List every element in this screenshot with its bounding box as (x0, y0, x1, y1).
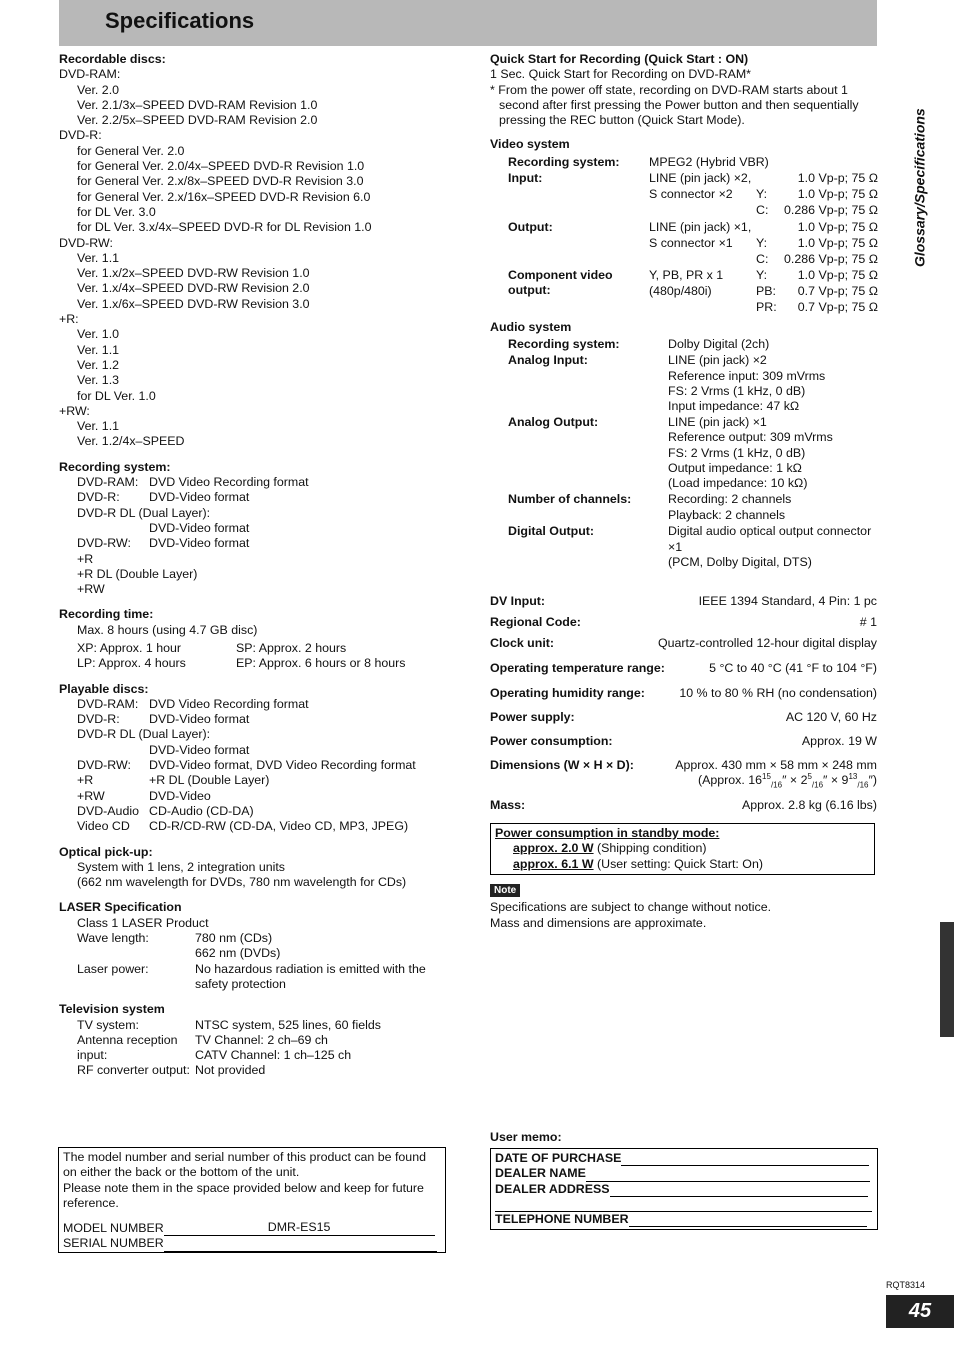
doc-code: RQT8314 (886, 1280, 926, 1290)
page-title: Specifications (105, 8, 255, 33)
playable-value: DVD-Video (149, 788, 211, 803)
video-level: 0.7 Vp-p; 75 Ω (797, 299, 878, 314)
optical-heading: Optical pick-up: (59, 844, 153, 859)
optical-line: (662 nm wavelength for DVDs, 780 nm wavelength for CDs) (77, 875, 407, 890)
laser-label: Wave length: (77, 931, 149, 946)
recordable-item: for General Ver. 2.x/8x–SPEED DVD-R Revision 3.0 (77, 174, 364, 189)
video-channel: C: (756, 202, 769, 217)
laser-value: safety protection (195, 976, 286, 991)
qs-line: pressing the REC button (Quick Start Mode). (499, 113, 745, 128)
playable-value: DVD-Video format (149, 742, 250, 757)
video-value: LINE (pin jack) ×2, (649, 170, 752, 185)
dealer-address-field-line2[interactable] (495, 1198, 872, 1212)
serial-number-label: SERIAL NUMBER (63, 1236, 164, 1251)
rec-time-max: Max. 8 hours (using 4.7 GB disc) (77, 622, 258, 637)
recordable-item: Ver. 2.1/3x–SPEED DVD-RAM Revision 1.0 (77, 97, 318, 112)
spec-label: Power supply: (490, 710, 575, 724)
laser-value: No hazardous radiation is emitted with the (195, 961, 426, 976)
spec-value: Approx. 19 W (801, 734, 877, 748)
audio-value: Reference input: 309 mVrms (668, 369, 826, 384)
memo-label: DEALER ADDRESS (495, 1181, 610, 1196)
header-bar (59, 0, 877, 46)
rec-time-block (59, 623, 459, 672)
playable-label: +RW (77, 788, 105, 803)
playable-value: DVD-Video format, DVD Video Recording format (149, 758, 416, 773)
qs-line: * From the power off state, recording on DVD-RAM starts about 1 (490, 82, 848, 97)
video-value: LINE (pin jack) ×1, (649, 219, 752, 234)
serial-number-field[interactable] (164, 1238, 437, 1252)
standby-heading: Power consumption in standby mode: (495, 826, 720, 840)
video-value: MPEG2 (Hybrid VBR) (649, 154, 769, 169)
spec-value: AC 120 V, 60 Hz (785, 710, 877, 724)
recordable-item: Ver. 1.1 (77, 342, 120, 357)
spec-label: Dimensions (W × H × D): (490, 758, 634, 772)
tv-label: Antenna reception (77, 1032, 178, 1047)
qs-line: 1 Sec. Quick Start for Recording on DVD-RAM* (490, 67, 751, 82)
rec-time-mode: XP: Approx. 1 hour (77, 640, 182, 655)
spec-label: Clock unit: (490, 636, 555, 650)
model-box-text: on either the back or the bottom of the unit. (63, 1165, 300, 1180)
recordable-list (59, 67, 459, 449)
video-level: 1.0 Vp-p; 75 Ω (797, 170, 878, 185)
audio-value: ×1 (668, 540, 683, 555)
user-memo-box (490, 1148, 878, 1230)
recordable-item: for DL Ver. 1.0 (77, 388, 156, 403)
rec-system-value: DVD Video Recording format (149, 475, 309, 490)
tv-value: Not provided (195, 1063, 266, 1078)
standby-box (490, 823, 875, 875)
dealer-name-field[interactable] (586, 1168, 870, 1182)
rec-system-label: DVD-RAM: (77, 475, 139, 490)
audio-value: LINE (pin jack) ×2 (668, 353, 767, 368)
audio-label: Number of channels: (508, 492, 632, 507)
audio-value: Recording: 2 channels (668, 492, 792, 507)
spec-label: Mass: (490, 798, 526, 813)
video-level: 0.286 Vp-p; 75 Ω (784, 202, 878, 217)
audio-label: Analog Input: (508, 353, 588, 368)
note-block (490, 882, 878, 931)
rec-system-value: DVD-Video format (149, 520, 250, 535)
spec-value: # 1 (859, 615, 877, 629)
rec-time-mode: LP: Approx. 4 hours (77, 656, 186, 671)
playable-value: CD-Audio (CD-DA) (149, 803, 254, 818)
spec-value: 10 % to 80 % RH (no condensation) (679, 686, 877, 700)
rec-system-label: +RW (77, 582, 105, 597)
recordable-item: Ver. 1.x/4x–SPEED DVD-RW Revision 2.0 (77, 281, 310, 296)
tv-value: TV Channel: 2 ch–69 ch (195, 1032, 328, 1047)
video-level: 0.286 Vp-p; 75 Ω (784, 251, 878, 266)
rec-time-heading: Recording time: (59, 607, 154, 622)
video-level: 0.7 Vp-p; 75 Ω (797, 283, 878, 298)
recordable-item: Ver. 2.2/5x–SPEED DVD-RAM Revision 2.0 (77, 113, 318, 128)
recordable-item: Ver. 1.0 (77, 327, 120, 342)
audio-value: Reference output: 309 mVrms (668, 430, 833, 445)
audio-value: (PCM, Dolby Digital, DTS) (668, 555, 812, 570)
laser-heading: LASER Specification (59, 900, 182, 915)
right-column (490, 52, 878, 577)
video-label: output: (508, 282, 551, 297)
spec-label: Operating temperature range: (490, 661, 665, 675)
spec-value: Approx. 430 mm × 58 mm × 248 mm (675, 758, 877, 772)
recordable-item: Ver. 1.1 (77, 419, 120, 434)
video-label: Recording system: (508, 154, 620, 169)
tv-value: CATV Channel: 1 ch–125 ch (195, 1048, 352, 1063)
video-channel: PR: (756, 299, 777, 314)
video-value: (480p/480i) (649, 283, 712, 298)
video-value: Y, PB, PR x 1 (649, 267, 724, 282)
spec-value: 5 °C to 40 °C (41 °F to 104 °F) (709, 661, 877, 675)
audio-label: Recording system: (508, 337, 620, 352)
recordable-item: DVD-RW: (59, 235, 113, 250)
memo-label: TELEPHONE NUMBER (495, 1212, 629, 1227)
rec-system-label: DVD-R: (77, 490, 120, 505)
laser-value: 780 nm (CDs) (195, 931, 273, 946)
side-label-text: Glossary/Specifications (911, 108, 928, 268)
playable-label: DVD-R DL (Dual Layer): (77, 727, 211, 742)
memo-label: DATE OF PURCHASE (495, 1151, 622, 1165)
recordable-item: Ver. 1.2/4x–SPEED (77, 434, 185, 449)
video-value: S connector ×2 (649, 186, 733, 201)
laser-class: Class 1 LASER Product (77, 915, 209, 930)
video-level: 1.0 Vp-p; 75 Ω (797, 219, 878, 234)
left-column (59, 52, 459, 1079)
recordable-item: Ver. 1.1 (77, 250, 120, 265)
recordable-item: DVD-RAM: (59, 67, 121, 82)
qs-heading: Quick Start for Recording (Quick Start : ON) (490, 52, 749, 66)
standby-value: approx. 2.0 W (513, 841, 594, 856)
rec-system-block (59, 475, 459, 597)
optical-line: System with 1 lens, 2 integration units (77, 859, 285, 874)
audio-value: FS: 2 Vrms (1 kHz, 0 dB) (668, 384, 806, 399)
note-line: Specifications are subject to change without notice. (490, 900, 772, 915)
laser-label: Laser power: (77, 961, 149, 976)
spec-label: Regional Code: (490, 615, 581, 629)
video-heading: Video system (490, 137, 570, 152)
recordable-item: Ver. 1.x/2x–SPEED DVD-RW Revision 1.0 (77, 266, 310, 281)
tv-block (59, 1018, 459, 1079)
video-channel: C: (756, 251, 769, 266)
recordable-item: DVD-R: (59, 128, 102, 143)
telephone-number-field[interactable] (629, 1213, 867, 1227)
playable-label: +R (77, 773, 94, 788)
video-value: S connector ×1 (649, 235, 733, 250)
memo-label: DEALER NAME (495, 1166, 586, 1181)
audio-block (490, 337, 878, 577)
playable-value: CD-R/CD-RW (CD-DA, Video CD, MP3, JPEG) (149, 819, 409, 834)
model-box-text: reference. (63, 1195, 119, 1210)
model-serial-box (58, 1147, 446, 1253)
tv-value: NTSC system, 525 lines, 60 fields (195, 1017, 381, 1032)
standby-note: (Shipping condition) (597, 841, 707, 856)
recordable-item: Ver. 2.0 (77, 82, 120, 97)
playable-value: DVD-Video format (149, 712, 250, 727)
date-of-purchase-field[interactable] (621, 1152, 869, 1166)
dimension-inches: (Approx. $16^{15}_{/16}'' \times 2^5_{/16}'' \times 9^{13}_{/16}''$) (697, 772, 877, 790)
recordable-item: Ver. 1.3 (77, 373, 120, 388)
recordable-item: for DL Ver. 3.0 (77, 204, 156, 219)
page-number: 45 (886, 1295, 954, 1328)
video-channel: PB: (756, 283, 776, 298)
standby-value: approx. 6.1 W (513, 856, 594, 871)
spec-value: Quartz-controlled 12-hour digital display (657, 636, 877, 650)
recordable-heading: Recordable discs: (59, 52, 166, 66)
audio-label: Analog Output: (508, 415, 599, 430)
audio-value: FS: 2 Vrms (1 kHz, 0 dB) (668, 446, 806, 461)
audio-heading: Audio system (490, 319, 572, 334)
video-label: Output: (508, 219, 553, 234)
spec-label: Power consumption: (490, 734, 613, 748)
audio-value: LINE (pin jack) ×1 (668, 415, 767, 430)
tv-label: input: (77, 1048, 108, 1063)
playable-label: DVD-R: (77, 712, 120, 727)
optical-block (59, 860, 459, 891)
tv-label: TV system: (77, 1017, 139, 1032)
recordable-item: for DL Ver. 3.x/4x–SPEED DVD-R for DL Revision 1.0 (77, 220, 372, 235)
video-label: Input: (508, 170, 543, 185)
audio-value: (Load impedance: 10 kΩ) (668, 476, 808, 491)
video-block (490, 155, 878, 315)
playable-value: +R DL (Double Layer) (149, 773, 270, 788)
rec-system-label: +R DL (Double Layer) (77, 566, 198, 581)
recordable-item: for General Ver. 2.0 (77, 143, 185, 158)
standby-note: (User setting: Quick Start: On) (597, 856, 763, 871)
audio-value: Digital audio optical output connector (668, 524, 872, 539)
note-line: Mass and dimensions are approximate. (490, 915, 707, 930)
model-box-text: Please note them in the space provided below and keep for future (63, 1180, 424, 1195)
audio-value: Dolby Digital (2ch) (668, 337, 770, 352)
rec-system-value: DVD-Video format (149, 490, 250, 505)
recordable-item: Ver. 1.2 (77, 357, 120, 372)
laser-value: 662 nm (DVDs) (195, 946, 281, 961)
dealer-address-field[interactable] (610, 1183, 868, 1197)
playable-heading: Playable discs: (59, 681, 149, 696)
model-number-label: MODEL NUMBER (63, 1221, 164, 1236)
tv-label: RF converter output: (77, 1063, 190, 1078)
rec-time-mode: EP: Approx. 6 hours or 8 hours (236, 656, 406, 671)
model-number-field[interactable]: DMR-ES15 (164, 1220, 435, 1236)
memo-heading: User memo: (490, 1130, 562, 1144)
rec-system-heading: Recording system: (59, 459, 171, 474)
spec-label: Operating humidity range: (490, 686, 645, 700)
playable-label: Video CD (77, 819, 130, 834)
spec-value: Approx. 2.8 kg (6.16 lbs) (742, 798, 877, 813)
note-badge: Note (490, 884, 520, 897)
video-channel: Y: (756, 235, 768, 250)
recordable-item: +R: (59, 312, 79, 327)
video-channel: Y: (756, 186, 768, 201)
playable-block (59, 697, 459, 835)
recordable-item: for General Ver. 2.x/16x–SPEED DVD-R Revision 6.0 (77, 189, 371, 204)
model-box-text: The model number and serial number of this product can be found (63, 1150, 426, 1164)
playable-value: DVD Video Recording format (149, 696, 309, 711)
rec-system-value: DVD-Video format (149, 536, 250, 551)
video-level: 1.0 Vp-p; 75 Ω (797, 267, 878, 282)
recordable-item: +RW: (59, 403, 90, 418)
video-channel: Y: (756, 267, 768, 282)
playable-label: DVD-RAM: (77, 696, 139, 711)
spec-label: DV Input: (490, 594, 546, 608)
rec-system-label: DVD-R DL (Dual Layer): (77, 505, 211, 520)
tv-heading: Television system (59, 1002, 165, 1017)
specs-list (490, 594, 877, 814)
audio-value: Output impedance: 1 kΩ (668, 461, 802, 476)
audio-value: Playback: 2 channels (668, 508, 786, 523)
audio-value: Input impedance: 47 kΩ (668, 399, 800, 414)
video-level: 1.0 Vp-p; 75 Ω (797, 235, 878, 250)
rec-time-mode: SP: Approx. 2 hours (236, 640, 347, 655)
qs-line: second after first pressing the Power button and then sequentially (499, 97, 859, 112)
rec-system-label: +R (77, 551, 94, 566)
recordable-item: for General Ver. 2.0/4x–SPEED DVD-R Revision 1.0 (77, 159, 365, 174)
side-label (905, 100, 933, 290)
recordable-item: Ver. 1.x/6x–SPEED DVD-RW Revision 3.0 (77, 296, 310, 311)
section-tab (940, 922, 954, 1037)
video-label: Component video (508, 267, 613, 282)
playable-label: DVD-RW: (77, 758, 131, 773)
audio-label: Digital Output: (508, 524, 595, 539)
video-level: 1.0 Vp-p; 75 Ω (797, 186, 878, 201)
spec-value: IEEE 1394 Standard, 4 Pin: 1 pc (698, 594, 877, 608)
laser-block (59, 916, 459, 992)
rec-system-label: DVD-RW: (77, 536, 131, 551)
playable-label: DVD-Audio (77, 803, 139, 818)
